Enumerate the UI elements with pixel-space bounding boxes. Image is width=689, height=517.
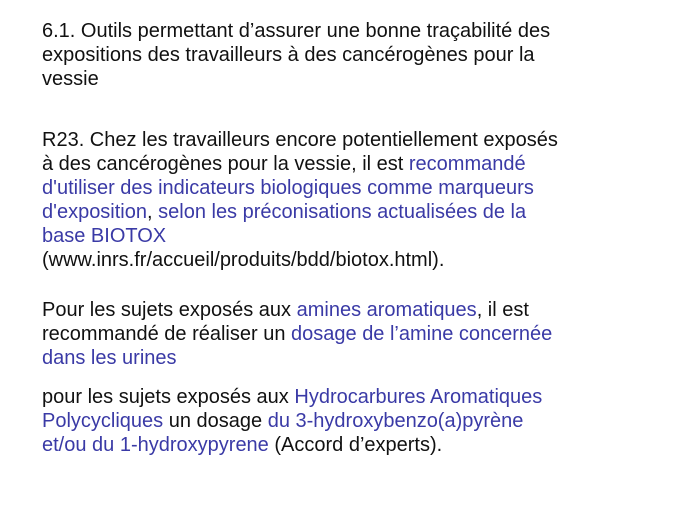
amines-paragraph bbox=[42, 298, 642, 370]
r23-highlight: d'exposition bbox=[42, 201, 147, 223]
r23-highlight: recommandé bbox=[408, 153, 526, 175]
hap-line-2 bbox=[42, 409, 642, 433]
title-line-3: vessie bbox=[42, 68, 99, 90]
amines-line-2 bbox=[42, 322, 642, 346]
r23-line-6 bbox=[42, 248, 642, 272]
r23-text: , bbox=[147, 201, 159, 223]
amines-line-3 bbox=[42, 346, 642, 370]
hap-highlight: Hydrocarbures Aromatiques bbox=[294, 386, 543, 408]
biotox-url: (www.inrs.fr/accueil/produits/bdd/biotox.html). bbox=[42, 249, 445, 271]
r23-line-3 bbox=[42, 176, 642, 200]
r23-highlight: d'utiliser des indicateurs biologiques comme marqueurs bbox=[42, 177, 534, 199]
amines-text: Pour les sujets exposés aux bbox=[42, 299, 297, 321]
hap-highlight: et/ou du 1-hydroxypyrene bbox=[42, 434, 269, 456]
r23-line-1 bbox=[42, 128, 642, 152]
hap-text: pour les sujets exposés aux bbox=[42, 386, 295, 408]
r23-text: R23. Chez les travailleurs encore potentiellement exposés bbox=[42, 129, 558, 151]
r23-text: à des cancérogènes pour la vessie, il est bbox=[42, 153, 409, 175]
amines-highlight: amines aromatiques bbox=[296, 299, 477, 321]
r23-line-4 bbox=[42, 200, 642, 224]
hap-line-3 bbox=[42, 433, 642, 457]
amines-line-1 bbox=[42, 298, 642, 322]
amines-highlight: dosage de l’amine concernée bbox=[291, 323, 553, 345]
hap-highlight: Polycycliques bbox=[42, 410, 164, 432]
amines-text: , il est bbox=[476, 299, 529, 321]
hap-text: (Accord d’experts). bbox=[268, 434, 443, 456]
r23-line-2 bbox=[42, 152, 642, 176]
hap-text: un dosage bbox=[163, 410, 268, 432]
hap-line-1 bbox=[42, 385, 642, 409]
r23-highlight: selon les préconisations actualisées de la bbox=[158, 201, 527, 223]
amines-highlight: dans les urines bbox=[42, 347, 177, 369]
hap-highlight: du 3-hydroxybenzo(a)pyrène bbox=[267, 410, 524, 432]
amines-text: recommandé de réaliser un bbox=[42, 323, 292, 345]
r23-highlight: base BIOTOX bbox=[42, 225, 167, 247]
section-title bbox=[42, 19, 642, 91]
title-line-2: expositions des travailleurs à des cancérogènes pour la bbox=[42, 44, 535, 66]
title-line-1: 6.1. Outils permettant d’assurer une bonne traçabilité des bbox=[42, 20, 551, 42]
r23-line-5 bbox=[42, 224, 642, 248]
hap-paragraph bbox=[42, 385, 642, 457]
recommendation-r23 bbox=[42, 128, 642, 272]
